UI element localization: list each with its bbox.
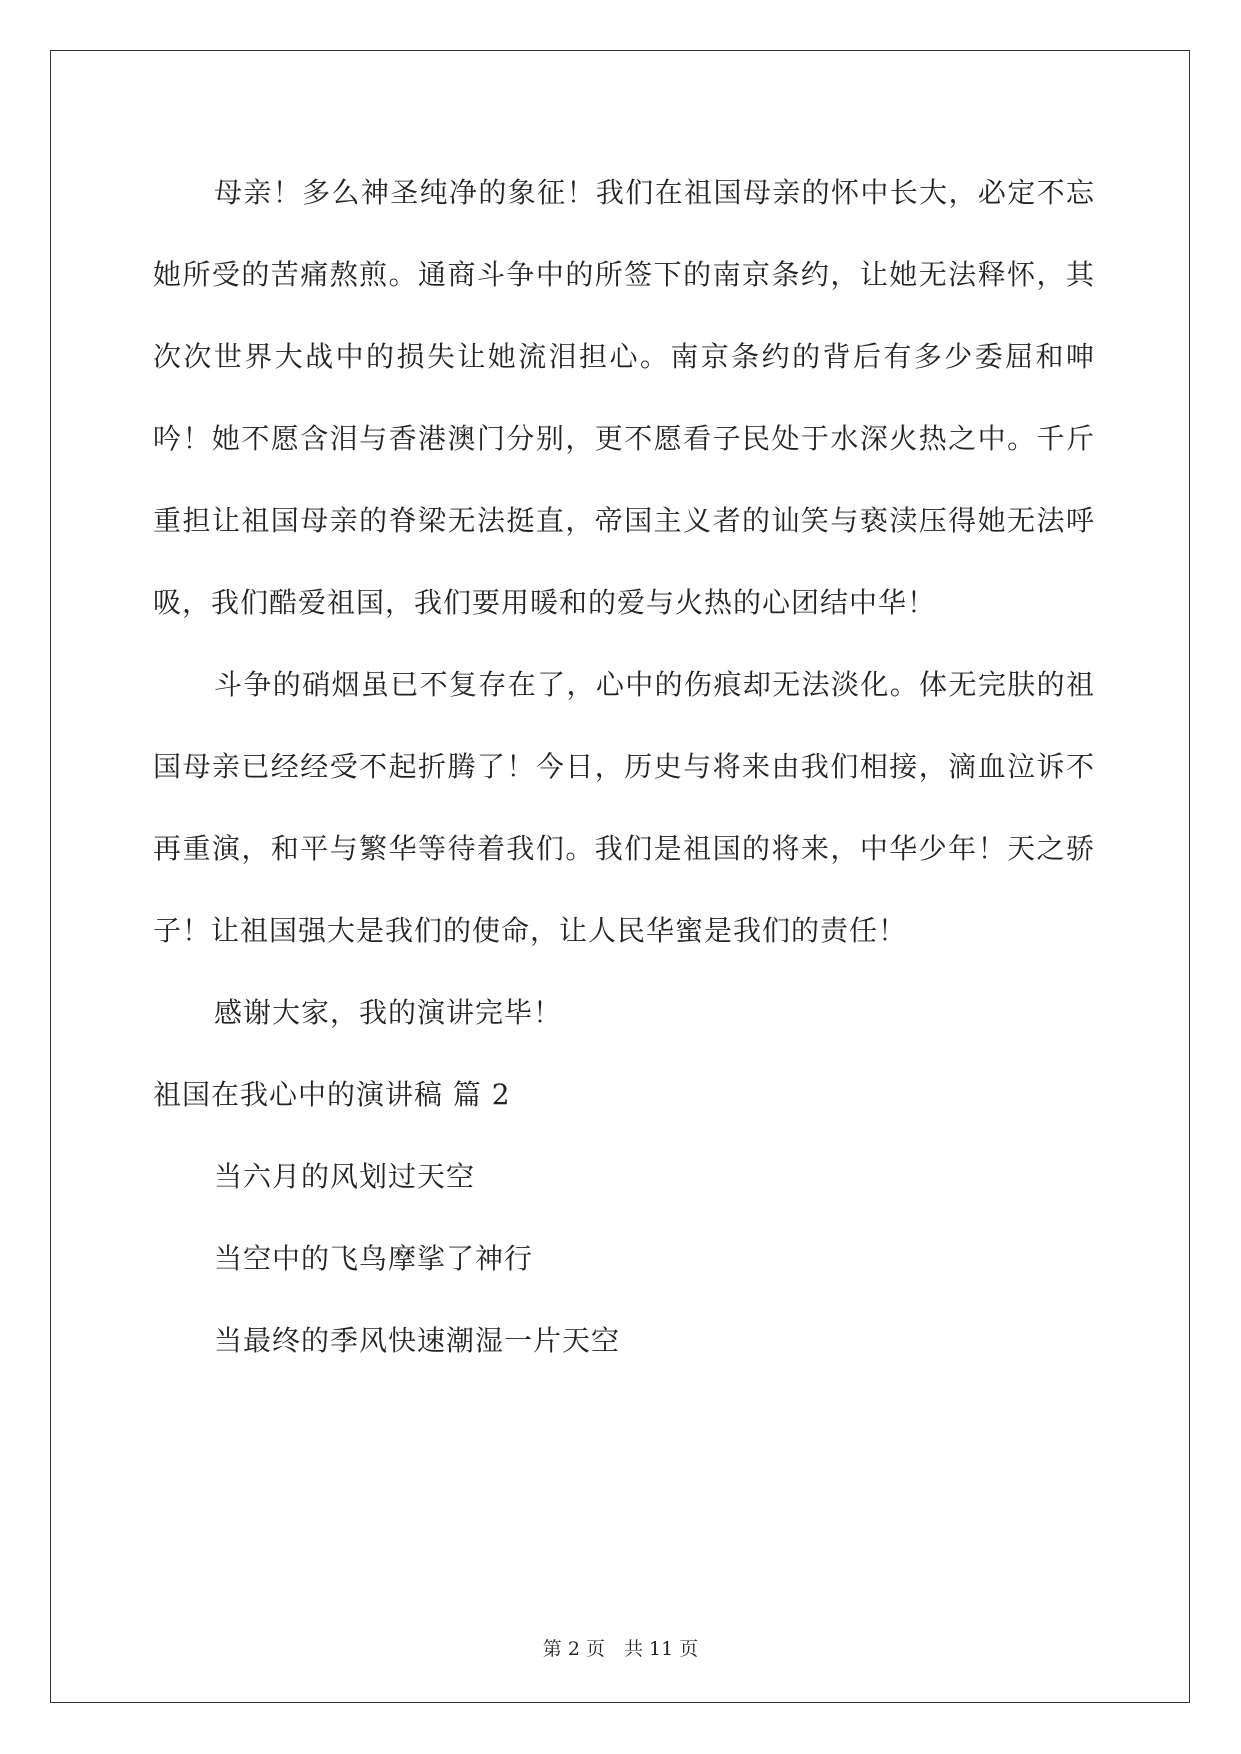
poem-line-2: 当空中的飞鸟摩挲了神行 [214,1242,534,1275]
section-heading: 祖国在我心中的演讲稿 篇 2 [153,1078,511,1111]
page-number-footer: 第 2 页 共 11 页 [542,1638,699,1660]
paragraph-3: 感谢大家，我的演讲完毕！ [214,996,563,1029]
document-body [153,152,1095,1382]
paragraph-1: 母亲！多么神圣纯净的象征！我们在祖国母亲的怀中长大，必定不忘她所受的苦痛熬煎。通商斗争中的所签下的南京条约，让她无法释怀，其次次世界大战中的损失让她流泪担心。南京条约的背后有多少委屈和呻吟！她不愿含泪与香港澳门分别，更不愿看子民处于水深火热之中。千斤重担让祖国母亲的脊梁无法挺直，帝国主义者的讪笑与亵渎压得她无法呼吸，我们酷爱祖国，我们要用暖和的爱与火热的心团结中华！ [153,176,1095,619]
paragraph-2: 斗争的硝烟虽已不复存在了，心中的伤痕却无法淡化。体无完肤的祖国母亲已经经受不起折腾了！今日，历史与将来由我们相接，滴血泣诉不再重演，和平与繁华等待着我们。我们是祖国的将来，中华少年！天之骄子！让祖国强大是我们的使命，让人民华蜜是我们的责任！ [153,668,1095,947]
poem-line-3: 当最终的季风快速潮湿一片天空 [214,1324,621,1357]
poem-line-1: 当六月的风划过天空 [214,1160,476,1193]
